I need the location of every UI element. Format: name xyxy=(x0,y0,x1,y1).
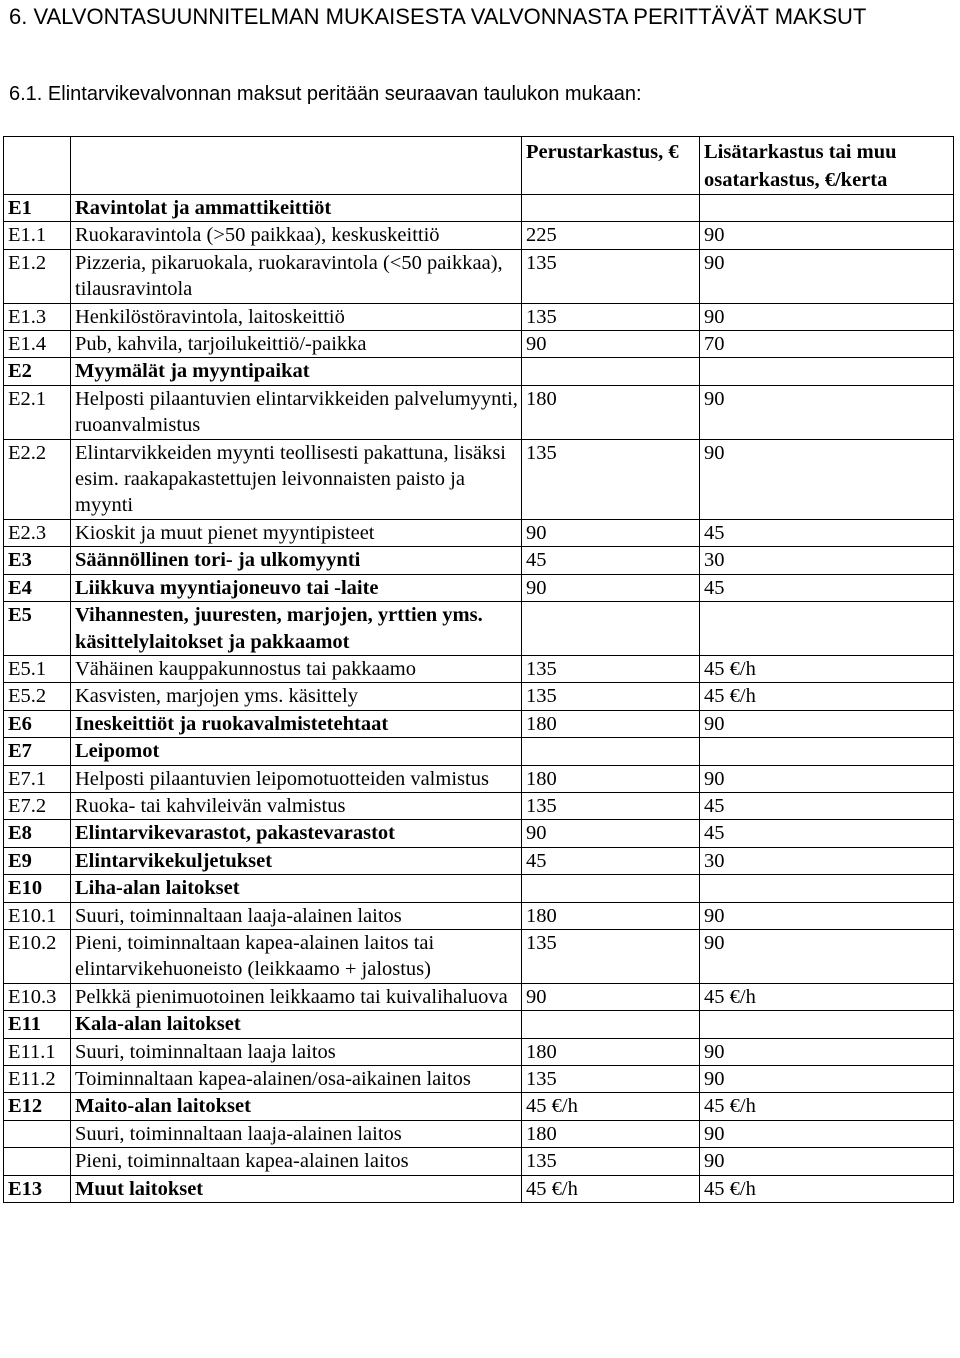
row-name: Vähäinen kauppakunnostus tai pakkaamo xyxy=(71,655,522,682)
table-row xyxy=(4,439,954,519)
row-extra-fee: 90 xyxy=(700,303,954,330)
row-basic-fee: 180 xyxy=(522,765,700,792)
row-code: E2.2 xyxy=(4,439,71,519)
row-name: Kasvisten, marjojen yms. käsittely xyxy=(71,683,522,710)
row-extra-fee: 90 xyxy=(700,249,954,303)
row-code xyxy=(4,1148,71,1175)
row-basic-fee: 135 xyxy=(522,1148,700,1175)
row-basic-fee: 135 xyxy=(522,303,700,330)
row-basic-fee: 45 xyxy=(522,547,700,574)
table-row xyxy=(4,574,954,601)
row-basic-fee: 90 xyxy=(522,331,700,358)
row-extra-fee: 45 €/h xyxy=(700,655,954,682)
table-row xyxy=(4,983,954,1010)
row-code: E9 xyxy=(4,847,71,874)
header-name xyxy=(71,137,522,195)
row-name: Pieni, toiminnaltaan kapea-alainen laitos tai elintarvikehuoneisto (leikkaamo + jalostus) xyxy=(71,929,522,983)
row-code: E5.1 xyxy=(4,655,71,682)
row-basic-fee: 45 xyxy=(522,847,700,874)
row-name: Kioskit ja muut pienet myyntipisteet xyxy=(71,519,522,546)
row-name: Säännöllinen tori- ja ulkomyynti xyxy=(71,547,522,574)
table-row xyxy=(4,1066,954,1093)
header-basic-inspection: Perustarkastus, € xyxy=(522,137,700,195)
row-code: E7 xyxy=(4,738,71,765)
row-name: Henkilöstöravintola, laitoskeittiö xyxy=(71,303,522,330)
row-extra-fee: 90 xyxy=(700,765,954,792)
row-extra-fee: 90 xyxy=(700,710,954,737)
table-row xyxy=(4,519,954,546)
row-name: Elintarvikkeiden myynti teollisesti pakattuna, lisäksi esim. raakapakastettujen leivonnaisten paisto ja myynti xyxy=(71,439,522,519)
row-code: E1 xyxy=(4,195,71,222)
row-basic-fee xyxy=(522,875,700,902)
row-basic-fee: 180 xyxy=(522,710,700,737)
row-extra-fee xyxy=(700,195,954,222)
row-code: E11 xyxy=(4,1011,71,1038)
row-code: E1.4 xyxy=(4,331,71,358)
row-basic-fee: 90 xyxy=(522,820,700,847)
table-row xyxy=(4,1175,954,1202)
row-extra-fee: 90 xyxy=(700,1120,954,1147)
row-code: E2 xyxy=(4,358,71,385)
row-extra-fee: 45 €/h xyxy=(700,983,954,1010)
row-name: Ruokaravintola (>50 paikkaa), keskuskeittiö xyxy=(71,222,522,249)
row-name: Liikkuva myyntiajoneuvo tai -laite xyxy=(71,574,522,601)
table-row xyxy=(4,710,954,737)
row-extra-fee: 90 xyxy=(700,929,954,983)
row-basic-fee: 180 xyxy=(522,1038,700,1065)
row-basic-fee: 45 €/h xyxy=(522,1093,700,1120)
row-code: E11.2 xyxy=(4,1066,71,1093)
row-extra-fee xyxy=(700,1011,954,1038)
row-basic-fee xyxy=(522,602,700,656)
row-extra-fee: 45 €/h xyxy=(700,1093,954,1120)
row-code: E11.1 xyxy=(4,1038,71,1065)
row-extra-fee: 90 xyxy=(700,1148,954,1175)
row-extra-fee: 30 xyxy=(700,547,954,574)
row-code: E1.3 xyxy=(4,303,71,330)
row-name: Pelkkä pienimuotoinen leikkaamo tai kuivalihaluova xyxy=(71,983,522,1010)
row-code: E10.1 xyxy=(4,902,71,929)
row-code: E2.3 xyxy=(4,519,71,546)
row-extra-fee: 30 xyxy=(700,847,954,874)
row-code: E8 xyxy=(4,820,71,847)
table-row xyxy=(4,602,954,656)
row-extra-fee xyxy=(700,602,954,656)
row-name: Helposti pilaantuvien elintarvikkeiden palvelumyynti, ruoanvalmistus xyxy=(71,385,522,439)
row-name: Elintarvikevarastot, pakastevarastot xyxy=(71,820,522,847)
row-code: E5 xyxy=(4,602,71,656)
row-basic-fee: 135 xyxy=(522,792,700,819)
table-row xyxy=(4,1120,954,1147)
table-row xyxy=(4,1038,954,1065)
table-row xyxy=(4,303,954,330)
row-basic-fee: 225 xyxy=(522,222,700,249)
row-extra-fee xyxy=(700,358,954,385)
row-basic-fee: 90 xyxy=(522,519,700,546)
row-name: Toiminnaltaan kapea-alainen/osa-aikainen laitos xyxy=(71,1066,522,1093)
row-basic-fee xyxy=(522,195,700,222)
row-code: E12 xyxy=(4,1093,71,1120)
table-row xyxy=(4,195,954,222)
table-row xyxy=(4,847,954,874)
row-basic-fee xyxy=(522,358,700,385)
table-row xyxy=(4,547,954,574)
row-extra-fee: 45 €/h xyxy=(700,683,954,710)
subsection-heading: 6.1. Elintarvikevalvonnan maksut peritään seuraavan taulukon mukaan: xyxy=(9,83,642,105)
table-row xyxy=(4,655,954,682)
row-code: E5.2 xyxy=(4,683,71,710)
row-name: Myymälät ja myyntipaikat xyxy=(71,358,522,385)
row-basic-fee: 180 xyxy=(522,902,700,929)
row-extra-fee: 45 xyxy=(700,820,954,847)
section-heading: 6. VALVONTASUUNNITELMAN MUKAISESTA VALVONNASTA PERITTÄVÄT MAKSUT xyxy=(9,4,867,29)
table-row xyxy=(4,358,954,385)
row-name: Pub, kahvila, tarjoilukeittiö/-paikka xyxy=(71,331,522,358)
row-name: Ruoka- tai kahvileivän valmistus xyxy=(71,792,522,819)
row-basic-fee xyxy=(522,738,700,765)
row-code: E10.3 xyxy=(4,983,71,1010)
row-code: E1.1 xyxy=(4,222,71,249)
row-code: E13 xyxy=(4,1175,71,1202)
row-name: Suuri, toiminnaltaan laaja laitos xyxy=(71,1038,522,1065)
row-extra-fee: 45 xyxy=(700,574,954,601)
row-code: E4 xyxy=(4,574,71,601)
row-extra-fee: 45 xyxy=(700,792,954,819)
table-row xyxy=(4,765,954,792)
row-extra-fee: 45 €/h xyxy=(700,1175,954,1202)
fee-table xyxy=(3,136,954,1203)
row-code: E1.2 xyxy=(4,249,71,303)
row-basic-fee: 135 xyxy=(522,249,700,303)
table-row xyxy=(4,902,954,929)
row-basic-fee: 180 xyxy=(522,1120,700,1147)
row-code: E10 xyxy=(4,875,71,902)
row-extra-fee xyxy=(700,875,954,902)
row-extra-fee: 90 xyxy=(700,902,954,929)
row-extra-fee: 90 xyxy=(700,385,954,439)
row-name: Maito-alan laitokset xyxy=(71,1093,522,1120)
row-basic-fee: 45 €/h xyxy=(522,1175,700,1202)
table-row xyxy=(4,875,954,902)
row-code: E10.2 xyxy=(4,929,71,983)
table-row xyxy=(4,331,954,358)
row-basic-fee: 180 xyxy=(522,385,700,439)
row-name: Helposti pilaantuvien leipomotuotteiden valmistus xyxy=(71,765,522,792)
row-basic-fee: 135 xyxy=(522,683,700,710)
row-basic-fee: 135 xyxy=(522,929,700,983)
table-row xyxy=(4,738,954,765)
row-code: E6 xyxy=(4,710,71,737)
row-extra-fee: 70 xyxy=(700,331,954,358)
row-basic-fee: 135 xyxy=(522,439,700,519)
row-name: Suuri, toiminnaltaan laaja-alainen laitos xyxy=(71,1120,522,1147)
row-name: Ravintolat ja ammattikeittiöt xyxy=(71,195,522,222)
fee-table-body xyxy=(4,137,954,1203)
row-basic-fee xyxy=(522,1011,700,1038)
table-row xyxy=(4,820,954,847)
table-row xyxy=(4,929,954,983)
row-name: Suuri, toiminnaltaan laaja-alainen laitos xyxy=(71,902,522,929)
row-basic-fee: 90 xyxy=(522,574,700,601)
row-code: E2.1 xyxy=(4,385,71,439)
row-code: E7.1 xyxy=(4,765,71,792)
row-extra-fee: 90 xyxy=(700,439,954,519)
row-extra-fee: 90 xyxy=(700,222,954,249)
row-basic-fee: 135 xyxy=(522,1066,700,1093)
row-basic-fee: 135 xyxy=(522,655,700,682)
header-extra-inspection: Lisätarkastus tai muu osatarkastus, €/kerta xyxy=(700,137,954,195)
row-name: Kala-alan laitokset xyxy=(71,1011,522,1038)
row-extra-fee: 45 xyxy=(700,519,954,546)
table-row xyxy=(4,222,954,249)
table-row xyxy=(4,792,954,819)
row-code xyxy=(4,1120,71,1147)
row-code: E7.2 xyxy=(4,792,71,819)
row-name: Vihannesten, juuresten, marjojen, yrttien yms. käsittelylaitokset ja pakkaamot xyxy=(71,602,522,656)
table-row xyxy=(4,385,954,439)
table-row xyxy=(4,1093,954,1120)
row-extra-fee: 90 xyxy=(700,1038,954,1065)
row-extra-fee xyxy=(700,738,954,765)
row-name: Elintarvikekuljetukset xyxy=(71,847,522,874)
row-name: Liha-alan laitokset xyxy=(71,875,522,902)
table-row xyxy=(4,1011,954,1038)
row-extra-fee: 90 xyxy=(700,1066,954,1093)
row-name: Muut laitokset xyxy=(71,1175,522,1202)
table-row xyxy=(4,249,954,303)
row-basic-fee: 90 xyxy=(522,983,700,1010)
table-header-row xyxy=(4,137,954,195)
header-code xyxy=(4,137,71,195)
row-name: Pizzeria, pikaruokala, ruokaravintola (<50 paikkaa), tilausravintola xyxy=(71,249,522,303)
row-name: Leipomot xyxy=(71,738,522,765)
row-code: E3 xyxy=(4,547,71,574)
row-name: Ineskeittiöt ja ruokavalmistetehtaat xyxy=(71,710,522,737)
row-name: Pieni, toiminnaltaan kapea-alainen laitos xyxy=(71,1148,522,1175)
table-row xyxy=(4,1148,954,1175)
table-row xyxy=(4,683,954,710)
